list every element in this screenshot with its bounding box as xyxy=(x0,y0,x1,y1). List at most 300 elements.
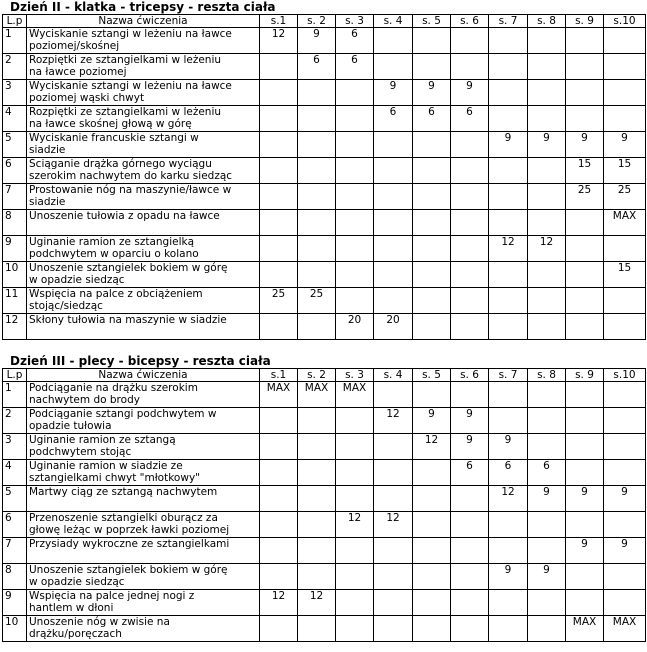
table-row xyxy=(3,408,646,434)
row-number: 8 xyxy=(3,210,27,236)
header-set-1: s.1 xyxy=(260,15,298,28)
set-5-value: 12 xyxy=(413,434,451,460)
table-row xyxy=(3,434,646,460)
set-7-value xyxy=(489,184,528,210)
set-2-value xyxy=(298,262,336,288)
set-1-value xyxy=(260,434,298,460)
table-row xyxy=(3,106,646,132)
set-2-value xyxy=(298,512,336,538)
set-4-value xyxy=(374,54,413,80)
row-number: 8 xyxy=(3,564,27,590)
exercise-name xyxy=(27,288,260,314)
set-8-value xyxy=(528,512,566,538)
header-lp: L.p xyxy=(3,15,27,28)
set-3-value: MAX xyxy=(336,382,374,408)
set-7-value xyxy=(489,158,528,184)
set-4-value xyxy=(374,460,413,486)
exercise-name-line: Prostowanie nóg na maszynie/ławce w xyxy=(29,184,232,196)
set-2-value xyxy=(298,236,336,262)
exercise-name xyxy=(27,512,260,538)
table-row xyxy=(3,460,646,486)
set-2-value xyxy=(298,408,336,434)
set-3-value xyxy=(336,538,374,564)
set-9-value xyxy=(566,80,604,106)
set-8-value xyxy=(528,590,566,616)
set-1-value xyxy=(260,408,298,434)
set-7-value: 9 xyxy=(489,434,528,460)
set-4-value: 9 xyxy=(374,80,413,106)
exercise-name-line: Uginanie ramion w siadzie ze xyxy=(29,460,183,472)
set-10-value xyxy=(604,288,646,314)
exercise-name xyxy=(27,236,260,262)
set-9-value xyxy=(566,512,604,538)
set-7-value xyxy=(489,408,528,434)
set-3-value: 6 xyxy=(336,28,374,54)
section-title: Dzień III - plecy - bicepsy - reszta ciała xyxy=(10,354,271,368)
set-10-value xyxy=(604,512,646,538)
set-7-value: 9 xyxy=(489,132,528,158)
set-6-value xyxy=(451,616,489,642)
set-7-value xyxy=(489,616,528,642)
set-1-value xyxy=(260,314,298,340)
set-2-value xyxy=(298,616,336,642)
set-6-value: 9 xyxy=(451,408,489,434)
set-7-value xyxy=(489,210,528,236)
exercise-name xyxy=(27,616,260,642)
exercise-name xyxy=(27,158,260,184)
header-set-7: s. 7 xyxy=(489,369,528,382)
exercise-name-line: Wyciskanie sztangi w leżeniu na ławce xyxy=(29,80,232,92)
set-2-value xyxy=(298,132,336,158)
set-8-value xyxy=(528,538,566,564)
row-number: 6 xyxy=(3,512,27,538)
exercise-name xyxy=(27,210,260,236)
row-number: 3 xyxy=(3,434,27,460)
set-8-value xyxy=(528,54,566,80)
set-5-value xyxy=(413,184,451,210)
set-2-value xyxy=(298,434,336,460)
set-9-value xyxy=(566,382,604,408)
set-9-value xyxy=(566,54,604,80)
section-title: Dzień II - klatka - tricepsy - reszta ciała xyxy=(10,0,276,14)
set-10-value: 25 xyxy=(604,184,646,210)
set-6-value: 6 xyxy=(451,460,489,486)
table-row xyxy=(3,486,646,512)
set-3-value xyxy=(336,590,374,616)
row-number: 12 xyxy=(3,314,27,340)
row-number: 7 xyxy=(3,184,27,210)
set-1-value xyxy=(260,158,298,184)
row-number: 9 xyxy=(3,590,27,616)
exercise-name-line: sztangielkami chwyt "młotkowy" xyxy=(29,472,200,484)
set-8-value xyxy=(528,106,566,132)
set-8-value xyxy=(528,408,566,434)
set-5-value xyxy=(413,512,451,538)
set-2-value xyxy=(298,564,336,590)
set-2-value xyxy=(298,158,336,184)
exercise-name xyxy=(27,460,260,486)
set-4-value xyxy=(374,132,413,158)
set-5-value: 9 xyxy=(413,80,451,106)
table-row xyxy=(3,590,646,616)
set-4-value xyxy=(374,564,413,590)
header-row xyxy=(3,369,646,382)
set-1-value xyxy=(260,616,298,642)
set-1-value xyxy=(260,460,298,486)
set-5-value: 9 xyxy=(413,408,451,434)
table-row xyxy=(3,288,646,314)
header-set-10: s.10 xyxy=(604,15,646,28)
row-number: 5 xyxy=(3,486,27,512)
set-6-value: 6 xyxy=(451,106,489,132)
set-3-value: 6 xyxy=(336,54,374,80)
set-3-value xyxy=(336,616,374,642)
set-6-value xyxy=(451,54,489,80)
set-3-value xyxy=(336,564,374,590)
row-number: 9 xyxy=(3,236,27,262)
exercise-name-line: siadzie xyxy=(29,144,66,156)
set-5-value xyxy=(413,616,451,642)
exercise-name xyxy=(27,80,260,106)
row-number: 2 xyxy=(3,54,27,80)
set-4-value xyxy=(374,28,413,54)
exercise-name-line: Rozpiętki ze sztangielkami w leżeniu xyxy=(29,54,222,66)
set-1-value xyxy=(260,184,298,210)
set-10-value xyxy=(604,54,646,80)
header-set-4: s. 4 xyxy=(374,15,413,28)
set-6-value xyxy=(451,158,489,184)
set-10-value: 15 xyxy=(604,262,646,288)
set-8-value xyxy=(528,210,566,236)
set-5-value xyxy=(413,314,451,340)
set-5-value xyxy=(413,54,451,80)
set-5-value xyxy=(413,460,451,486)
set-8-value: 9 xyxy=(528,132,566,158)
set-4-value xyxy=(374,158,413,184)
exercise-name-line: Uginanie ramion ze sztangą xyxy=(29,434,176,446)
exercise-name xyxy=(27,538,260,564)
set-7-value xyxy=(489,80,528,106)
set-6-value xyxy=(451,262,489,288)
set-3-value: 12 xyxy=(336,512,374,538)
exercise-name-line: Wyciskanie sztangi w leżeniu na ławce xyxy=(29,28,232,40)
set-5-value xyxy=(413,158,451,184)
set-6-value xyxy=(451,590,489,616)
set-5-value xyxy=(413,382,451,408)
set-4-value: 20 xyxy=(374,314,413,340)
header-set-4: s. 4 xyxy=(374,369,413,382)
exercise-name-line: Wspięcia na palce z obciążeniem xyxy=(29,288,203,300)
set-3-value xyxy=(336,106,374,132)
exercise-name-line: Unoszenie sztangielek bokiem w górę xyxy=(29,564,228,576)
exercise-name-line: Uginanie ramion ze sztangielką xyxy=(29,236,195,248)
table-row xyxy=(3,80,646,106)
set-5-value xyxy=(413,28,451,54)
set-9-value xyxy=(566,288,604,314)
set-7-value: 6 xyxy=(489,460,528,486)
exercise-name-line: w opadzie siedząc xyxy=(29,274,125,286)
exercise-name xyxy=(27,262,260,288)
set-7-value xyxy=(489,288,528,314)
set-9-value xyxy=(566,28,604,54)
set-1-value: MAX xyxy=(260,382,298,408)
exercise-table xyxy=(2,368,646,642)
exercise-name xyxy=(27,590,260,616)
row-number: 3 xyxy=(3,80,27,106)
set-1-value xyxy=(260,132,298,158)
header-set-6: s. 6 xyxy=(451,15,489,28)
set-8-value xyxy=(528,158,566,184)
set-2-value: 25 xyxy=(298,288,336,314)
set-2-value: 6 xyxy=(298,54,336,80)
set-3-value xyxy=(336,288,374,314)
header-row xyxy=(3,15,646,28)
set-1-value xyxy=(260,236,298,262)
exercise-name-line: hantlem w dłoni xyxy=(29,602,114,614)
exercise-name-line: na ławce skośnej głową w górę xyxy=(29,118,192,130)
set-2-value xyxy=(298,314,336,340)
row-number: 4 xyxy=(3,460,27,486)
table-body xyxy=(3,28,646,340)
exercise-name xyxy=(27,314,260,340)
set-2-value xyxy=(298,460,336,486)
set-10-value xyxy=(604,382,646,408)
set-9-value xyxy=(566,408,604,434)
table-row xyxy=(3,54,646,80)
table-row xyxy=(3,28,646,54)
set-4-value: 12 xyxy=(374,512,413,538)
set-6-value xyxy=(451,28,489,54)
exercise-name-line: Martwy ciąg ze sztangą nachwytem xyxy=(29,486,218,498)
set-4-value xyxy=(374,486,413,512)
table-row xyxy=(3,382,646,408)
set-6-value: 9 xyxy=(451,434,489,460)
set-7-value xyxy=(489,512,528,538)
set-7-value: 12 xyxy=(489,236,528,262)
exercise-name-line: nachwytem do brody xyxy=(29,394,140,406)
row-number: 7 xyxy=(3,538,27,564)
set-3-value: 20 xyxy=(336,314,374,340)
set-1-value: 12 xyxy=(260,28,298,54)
set-6-value xyxy=(451,564,489,590)
set-10-value: 9 xyxy=(604,538,646,564)
set-3-value xyxy=(336,408,374,434)
exercise-name-line: Przenoszenie sztangielki oburącz za xyxy=(29,512,218,524)
set-10-value: MAX xyxy=(604,616,646,642)
table-row xyxy=(3,184,646,210)
exercise-name-line: poziomej/skośnej xyxy=(29,40,120,52)
header-set-8: s. 8 xyxy=(528,15,566,28)
set-10-value xyxy=(604,408,646,434)
set-10-value xyxy=(604,80,646,106)
set-6-value xyxy=(451,184,489,210)
set-10-value xyxy=(604,28,646,54)
set-2-value xyxy=(298,106,336,132)
set-10-value xyxy=(604,106,646,132)
set-1-value xyxy=(260,486,298,512)
table-row xyxy=(3,564,646,590)
set-3-value xyxy=(336,132,374,158)
set-2-value: 9 xyxy=(298,28,336,54)
set-1-value xyxy=(260,564,298,590)
set-1-value xyxy=(260,106,298,132)
row-number: 1 xyxy=(3,382,27,408)
set-5-value xyxy=(413,262,451,288)
set-8-value xyxy=(528,80,566,106)
set-7-value xyxy=(489,28,528,54)
set-10-value: 9 xyxy=(604,486,646,512)
set-3-value xyxy=(336,434,374,460)
row-number: 5 xyxy=(3,132,27,158)
header-set-9: s. 9 xyxy=(566,15,604,28)
set-8-value xyxy=(528,262,566,288)
set-7-value xyxy=(489,590,528,616)
set-7-value: 12 xyxy=(489,486,528,512)
set-4-value xyxy=(374,434,413,460)
set-3-value xyxy=(336,486,374,512)
set-5-value xyxy=(413,236,451,262)
set-7-value xyxy=(489,54,528,80)
set-3-value xyxy=(336,460,374,486)
set-6-value xyxy=(451,486,489,512)
day-3-section xyxy=(2,354,645,642)
header-set-10: s.10 xyxy=(604,369,646,382)
set-9-value xyxy=(566,236,604,262)
set-1-value xyxy=(260,80,298,106)
exercise-name xyxy=(27,382,260,408)
exercise-name-line: stojąc/siedząc xyxy=(29,300,103,312)
set-3-value xyxy=(336,80,374,106)
header-set-8: s. 8 xyxy=(528,369,566,382)
set-8-value xyxy=(528,184,566,210)
set-8-value xyxy=(528,288,566,314)
set-10-value xyxy=(604,236,646,262)
exercise-name xyxy=(27,408,260,434)
header-lp: L.p xyxy=(3,369,27,382)
exercise-name-line: w opadzie siedząc xyxy=(29,576,125,588)
exercise-table xyxy=(2,14,646,340)
header-set-7: s. 7 xyxy=(489,15,528,28)
set-4-value xyxy=(374,184,413,210)
header-set-3: s. 3 xyxy=(336,369,374,382)
set-10-value xyxy=(604,434,646,460)
set-9-value xyxy=(566,434,604,460)
header-set-3: s. 3 xyxy=(336,15,374,28)
exercise-name-line: Podciąganie sztangi podchwytem w xyxy=(29,408,217,420)
set-8-value xyxy=(528,616,566,642)
set-8-value xyxy=(528,382,566,408)
exercise-name-line: Ściąganie drążka górnego wyciągu xyxy=(29,158,212,170)
set-6-value xyxy=(451,382,489,408)
exercise-name xyxy=(27,106,260,132)
set-10-value xyxy=(604,564,646,590)
set-9-value xyxy=(566,460,604,486)
row-number: 4 xyxy=(3,106,27,132)
set-4-value xyxy=(374,538,413,564)
set-5-value xyxy=(413,132,451,158)
row-number: 10 xyxy=(3,262,27,288)
exercise-name-line: podchwytem stojąc xyxy=(29,446,132,458)
set-5-value xyxy=(413,564,451,590)
exercise-name-line: opadzie tułowia xyxy=(29,420,112,432)
set-10-value xyxy=(604,590,646,616)
row-number: 10 xyxy=(3,616,27,642)
exercise-name-line: Skłony tułowia na maszynie w siadzie xyxy=(29,314,227,326)
set-5-value xyxy=(413,288,451,314)
set-9-value xyxy=(566,106,604,132)
set-2-value xyxy=(298,184,336,210)
set-8-value: 9 xyxy=(528,564,566,590)
exercise-name-line: Podciąganie na drążku szerokim xyxy=(29,382,198,394)
exercise-name-line: podchwytem w oparciu o kolano xyxy=(29,248,199,260)
set-4-value xyxy=(374,236,413,262)
exercise-name-line: drążku/poręczach xyxy=(29,628,122,640)
header-set-2: s. 2 xyxy=(298,369,336,382)
set-5-value xyxy=(413,486,451,512)
set-6-value xyxy=(451,210,489,236)
exercise-name-line: Unoszenie tułowia z opadu na ławce xyxy=(29,210,220,222)
set-9-value xyxy=(566,210,604,236)
set-1-value xyxy=(260,262,298,288)
exercise-name xyxy=(27,184,260,210)
header-set-5: s. 5 xyxy=(413,15,451,28)
set-4-value xyxy=(374,590,413,616)
exercise-name-line: Przysiady wykroczne ze sztangielkami xyxy=(29,538,230,550)
set-10-value: MAX xyxy=(604,210,646,236)
set-4-value xyxy=(374,382,413,408)
set-4-value xyxy=(374,288,413,314)
row-number: 2 xyxy=(3,408,27,434)
row-number: 6 xyxy=(3,158,27,184)
set-8-value: 9 xyxy=(528,486,566,512)
set-5-value xyxy=(413,210,451,236)
exercise-name-line: poziomej wąski chwyt xyxy=(29,92,145,104)
set-1-value xyxy=(260,210,298,236)
exercise-name-line: Wyciskanie francuskie sztangi w xyxy=(29,132,199,144)
set-9-value: 15 xyxy=(566,158,604,184)
set-1-value: 12 xyxy=(260,590,298,616)
header-exercise-name: Nazwa ćwiczenia xyxy=(27,15,260,28)
set-7-value xyxy=(489,314,528,340)
set-7-value: 9 xyxy=(489,564,528,590)
set-2-value: 12 xyxy=(298,590,336,616)
table-row xyxy=(3,210,646,236)
set-10-value: 9 xyxy=(604,132,646,158)
set-5-value xyxy=(413,590,451,616)
set-2-value: MAX xyxy=(298,382,336,408)
set-4-value xyxy=(374,210,413,236)
exercise-name-line: na ławce poziomej xyxy=(29,66,127,78)
set-9-value: 9 xyxy=(566,486,604,512)
table-body xyxy=(3,382,646,642)
day-2-section xyxy=(2,0,645,340)
set-8-value xyxy=(528,28,566,54)
set-7-value xyxy=(489,106,528,132)
set-6-value xyxy=(451,236,489,262)
exercise-name-line: Wspięcia na palce jednej nogi z xyxy=(29,590,195,602)
table-row xyxy=(3,262,646,288)
set-2-value xyxy=(298,538,336,564)
set-9-value: 9 xyxy=(566,538,604,564)
table-row xyxy=(3,616,646,642)
exercise-name-line: głowę leżąc w poprzek ławki poziomej xyxy=(29,524,230,536)
table-row xyxy=(3,314,646,340)
exercise-name-line: siadzie xyxy=(29,196,66,208)
set-6-value xyxy=(451,288,489,314)
set-5-value: 6 xyxy=(413,106,451,132)
set-1-value xyxy=(260,512,298,538)
set-9-value xyxy=(566,314,604,340)
